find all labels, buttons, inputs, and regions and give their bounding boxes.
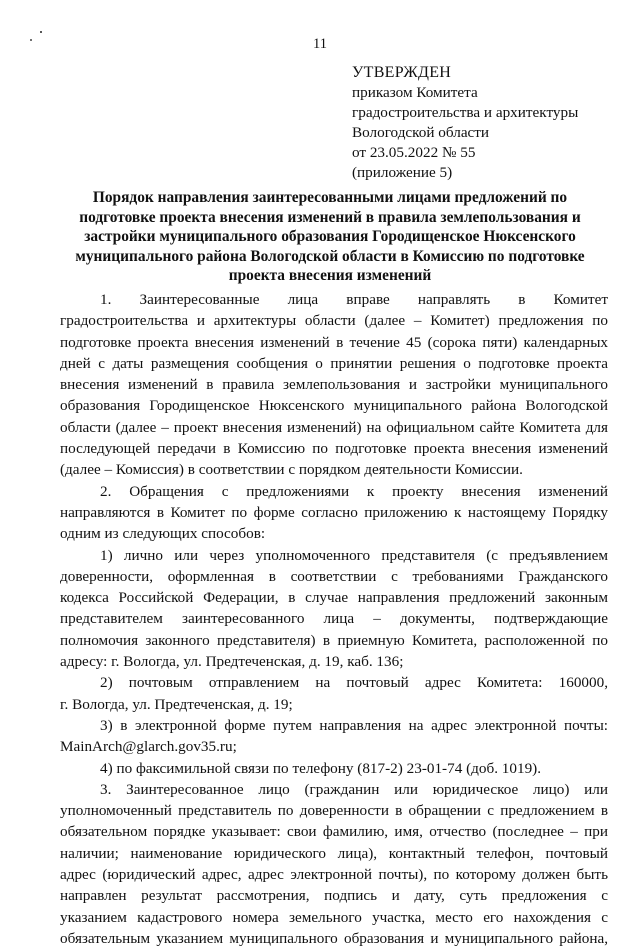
body-line: одним из следующих способов: <box>60 525 266 543</box>
body-line: внесения изменений в правила землепользования и застройки муниципального <box>60 376 608 394</box>
approval-heading: УТВЕРЖДЕН <box>352 64 452 81</box>
body-line: г. Вологда, ул. Предтеченская, д. 19; <box>60 695 293 713</box>
approval-block <box>352 63 622 183</box>
title-line: проекта внесения изменений <box>228 267 432 285</box>
body-line: области (далее – проект внесения изменений) на официальном сайте Комитета для <box>60 418 608 436</box>
document-body <box>60 289 608 949</box>
approval-line: от 23.05.2022 № 55 <box>352 144 476 161</box>
approval-line: Вологодской области <box>352 124 490 141</box>
approval-line: (приложение 5) <box>352 164 453 181</box>
body-line: 2. Обращения с предложениями к проекту внесения изменений <box>100 482 608 500</box>
body-line: направляются в Комитет по форме согласно приложению к настоящему Порядку <box>60 503 608 521</box>
body-line: кодекса Российской Федерации, в случае направления предложений законным <box>60 589 608 607</box>
title-line: застройки муниципального образования Городищенское Нюксенского <box>84 228 576 246</box>
body-line: 2) почтовым отправлением на почтовый адрес Комитета: 160000, <box>100 674 608 692</box>
body-line: образования Городищенское Нюксенского муниципального района Вологодской <box>60 397 608 415</box>
body-line: доверенности, оформленная в соответствии с требованиями Гражданского <box>60 567 608 585</box>
body-line: 3. Заинтересованное лицо (гражданин или юридическое лицо) или <box>100 780 608 798</box>
body-line: дней с даты размещения сообщения о принятии решения о подготовке проекта <box>60 354 608 372</box>
body-line: полномочия законного представителя) в приемную Комитета, расположенной по <box>60 631 608 649</box>
email-address: MainArch@glarch.gov35.ru; <box>60 738 237 756</box>
body-line: наличии; наименование юридического лица), контактный телефон, почтовый <box>60 844 608 862</box>
body-line: адресу: г. Вологда, ул. Предтеченская, д. 19, каб. 136; <box>60 653 404 671</box>
scan-speck <box>40 31 42 33</box>
title-line: Порядок направления заинтересованными лицами предложений по <box>92 189 568 206</box>
body-line: обязательном порядке указывает: свои фамилию, имя, отчество (последнее – при <box>60 823 608 841</box>
document-title <box>60 188 600 286</box>
body-line: представителем заинтересованного лица – документы, подтверждающие <box>60 610 608 628</box>
approval-line: градостроительства и архитектуры <box>352 104 579 121</box>
body-line: последующей передачи в Комиссию по подготовке проекта внесения изменений <box>60 440 608 458</box>
body-line: градостроительства и архитектуры области (далее – Комитет) предложения по <box>60 312 608 330</box>
body-line: адрес (юридический адрес, адрес электронной почты), по которому должен быть <box>60 866 608 884</box>
body-line: направлен результат рассмотрения, подпись и дату, суть предложения с <box>60 887 608 905</box>
title-line: подготовке проекта внесения изменений в правила землепользования и <box>79 208 581 226</box>
body-line: (далее – Комиссия) в соответствии с порядком деятельности Комиссии. <box>60 461 523 479</box>
body-line: обязательным указанием муниципального образования и муниципального района, <box>60 929 608 947</box>
body-line: 3) в электронной форме путем направления на адрес электронной почты: <box>100 716 608 734</box>
body-line: 1) лично или через уполномоченного представителя (с предъявлением <box>100 546 608 564</box>
approval-line: приказом Комитета <box>352 84 478 101</box>
body-line: указанием кадастрового номера земельного участка, место его нахождения с <box>60 908 608 926</box>
body-line: подготовке проекта внесения изменений в течение 45 (сорока пяти) календарных <box>60 333 608 351</box>
body-line: уполномоченный представитель по доверенности в обращении с предложением в <box>60 802 608 820</box>
body-line: 1. Заинтересованные лица вправе направлять в Комитет <box>100 291 608 308</box>
title-line: муниципального района Вологодской области в Комиссию по подготовке <box>75 247 585 265</box>
page-number: 11 <box>313 36 327 52</box>
body-line: 4) по факсимильной связи по телефону (817-2) 23-01-74 (доб. 1019). <box>100 759 542 777</box>
